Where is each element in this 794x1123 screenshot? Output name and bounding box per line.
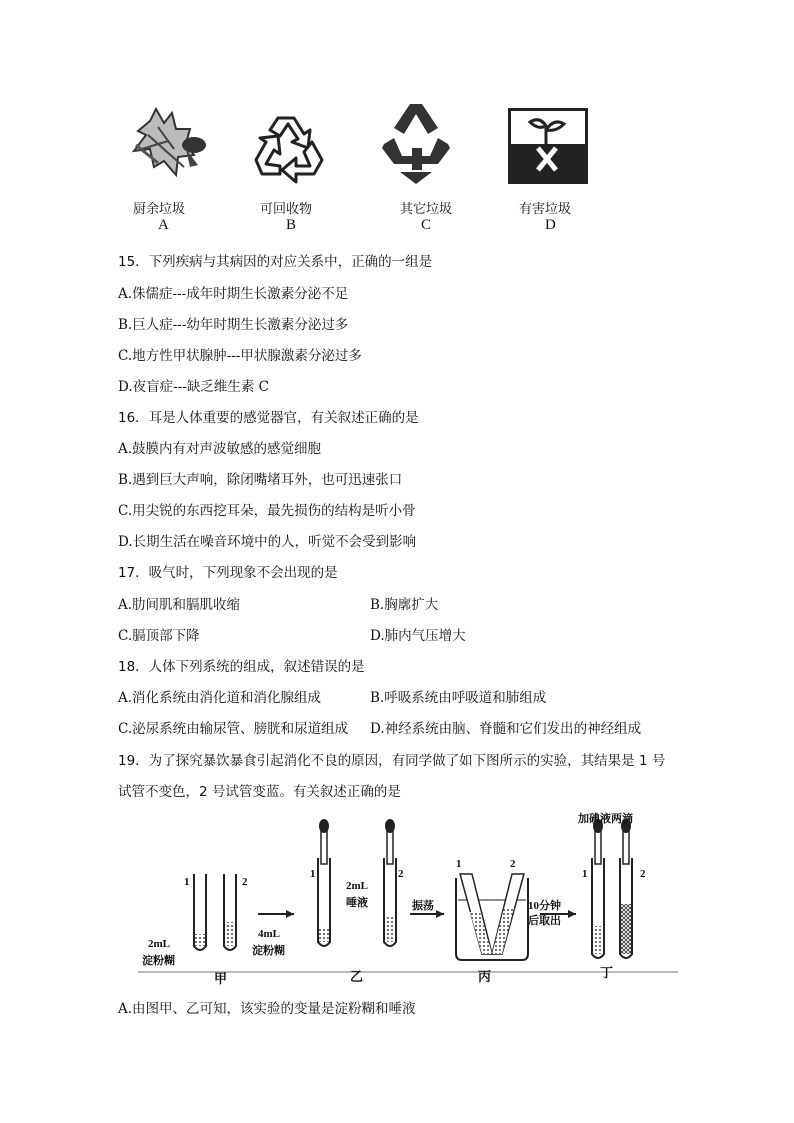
wait-time-label: 10分钟 bbox=[528, 900, 561, 912]
q17-option-b: B.胸廓扩大 bbox=[370, 597, 439, 613]
q15-stem: 15．下列疾病与其病因的对应关系中，正确的一组是 bbox=[118, 254, 433, 270]
yi-tube2-label: 2 bbox=[398, 868, 404, 880]
q16-option-a: A.鼓膜内有对声波敏感的感觉细胞 bbox=[118, 441, 322, 457]
hazardous-waste-icon bbox=[508, 108, 588, 184]
jia-left-volume: 2mL bbox=[148, 938, 170, 950]
ding-tube1-label: 1 bbox=[582, 868, 588, 880]
bin-caption-b: 可回收物 bbox=[260, 202, 313, 217]
q17-stem: 17．吸气时，下列现象不会出现的是 bbox=[118, 565, 338, 581]
stage-label-jia: 甲 bbox=[214, 971, 228, 986]
wait-remove-label: 后取出 bbox=[528, 915, 561, 927]
other-waste-icon bbox=[380, 102, 452, 186]
stage-yi bbox=[318, 819, 444, 946]
q16-option-c: C.用尖锐的东西挖耳朵，最先损伤的结构是听小骨 bbox=[118, 503, 416, 519]
yi-saliva-volume: 2mL bbox=[346, 880, 368, 892]
bin-letter-c: C bbox=[421, 217, 432, 233]
bin-caption-c: 其它垃圾 bbox=[400, 202, 453, 217]
bin-caption-d: 有害垃圾 bbox=[519, 202, 572, 217]
iodine-label: 加碘液两滴 bbox=[578, 813, 633, 825]
yi-saliva-label: 唾液 bbox=[346, 897, 368, 909]
q15-option-a: A.侏儒症---成年时期生长激素分泌不足 bbox=[118, 286, 349, 302]
q18-stem: 18．人体下列系统的组成，叙述错误的是 bbox=[118, 659, 365, 675]
jia-left-substance: 淀粉糊 bbox=[142, 955, 175, 967]
q16-option-d: D.长期生活在噪音环境中的人，听觉不会受到影响 bbox=[118, 534, 417, 550]
bin-letter-a: A bbox=[158, 217, 169, 233]
shake-label: 振荡 bbox=[412, 900, 434, 912]
q15-option-b: B.巨人症---幼年时期生长激素分泌过多 bbox=[118, 317, 349, 333]
bing-tube2-label: 2 bbox=[510, 858, 516, 870]
ding-tube2-label: 2 bbox=[640, 868, 646, 880]
q15-option-d: D.夜盲症---缺乏维生素 C bbox=[118, 379, 269, 395]
q19-option-a: A.由图甲、乙可知，该实验的变量是淀粉糊和唾液 bbox=[118, 1001, 416, 1017]
food-waste-icon bbox=[128, 105, 212, 187]
q18-option-c: C.泌尿系统由输尿管、膀胱和尿道组成 bbox=[118, 721, 349, 737]
bin-letter-d: D bbox=[545, 217, 556, 233]
q18-option-b: B.呼吸系统由呼吸道和肺组成 bbox=[370, 690, 547, 706]
q19-stem-line1: 19．为了探究暴饮暴食引起消化不良的原因，有同学做了如下图所示的实验，其结果是 1 号 bbox=[118, 753, 666, 769]
jia-tube2-label: 2 bbox=[242, 876, 248, 888]
bin-letter-b: B bbox=[286, 217, 297, 233]
recycle-icon bbox=[250, 112, 328, 184]
jia-tube1-label: 1 bbox=[184, 876, 190, 888]
jia-right-substance: 淀粉糊 bbox=[252, 945, 285, 957]
bin-caption-a: 厨余垃圾 bbox=[133, 202, 186, 217]
experiment-figure bbox=[130, 804, 690, 984]
q17-option-d: D.肺内气压增大 bbox=[370, 628, 466, 644]
stage-label-yi: 乙 bbox=[350, 969, 364, 984]
q15-option-c: C.地方性甲状腺肿---甲状腺激素分泌过多 bbox=[118, 348, 362, 364]
q18-option-d: D.神经系统由脑、脊髓和它们发出的神经组成 bbox=[370, 721, 642, 737]
jia-right-volume: 4mL bbox=[258, 928, 280, 940]
q16-option-b: B.遇到巨大声响，除闭嘴堵耳外，也可迅速张口 bbox=[118, 472, 403, 488]
q19-stem-line2: 试管不变色，2 号试管变蓝。有关叙述正确的是 bbox=[118, 784, 401, 800]
q18-option-a: A.消化系统由消化道和消化腺组成 bbox=[118, 690, 322, 706]
q17-option-c: C.膈顶部下降 bbox=[118, 628, 200, 644]
q16-stem: 16．耳是人体重要的感觉器官，有关叙述正确的是 bbox=[118, 410, 419, 426]
q17-option-a: A.肋间肌和膈肌收缩 bbox=[118, 597, 241, 613]
yi-tube1-label: 1 bbox=[310, 868, 316, 880]
stage-label-ding: 丁 bbox=[600, 965, 614, 980]
bing-tube1-label: 1 bbox=[456, 858, 462, 870]
stage-label-bing: 丙 bbox=[478, 969, 492, 984]
stage-ding bbox=[592, 819, 632, 958]
